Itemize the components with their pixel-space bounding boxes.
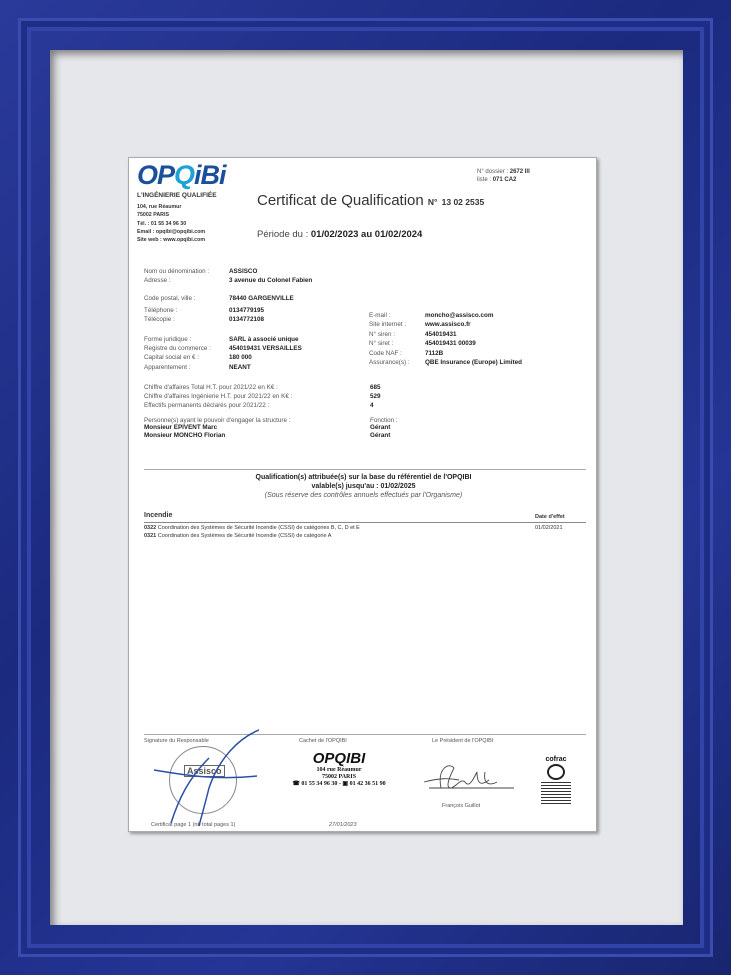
field-value: moncho@assisco.com [425,312,494,319]
field-label: Code NAF : [369,350,402,357]
period: Période du : 01/02/2023 au 01/02/2024 [257,229,423,240]
date-header: Date d'effet [535,514,565,520]
field-value: SARL à associé unique [229,336,299,343]
cofrac-logo: cofrac [541,756,571,806]
field-value: 454019431 VERSAILLES [229,345,302,352]
field-value: ASSISCO [229,268,258,275]
field-label: E-mail : [369,312,391,319]
field-value: 529 [370,393,381,400]
field-value: 0134779195 [229,307,265,314]
opqibi-address: 104, rue Réaumur 75002 PARIS Tél. : 01 55 34 96 30 Email : opqibi@opqibi.com Site web : www.opqibi.com [137,204,206,244]
cachet-label: Cachet de l'OPQIBI [299,738,347,744]
field-label: Chiffre d'affaires Ingénierie H.T. pour 2021/22 en K€ : [144,393,293,400]
field-label: Chiffre d'affaires Total H.T. pour 2021/22 en K€ : [144,384,278,391]
field-value: 7112B [425,350,444,357]
field-value: 4 [370,402,374,409]
field-label: Forme juridique : [144,336,192,343]
field-label: N° siret : [369,340,394,347]
company-stamp: Assisco [169,746,237,814]
field-value: 78440 GARGENVILLE [229,295,294,302]
persons-label: Personne(s) ayant le pouvoir d'engager la structure : [144,417,291,424]
qualification-heading: Qualification(s) attribuée(s) sur la base du référentiel de l'OPQIBI valable(s) jusqu'au : 01/02/2025 (Sous réserve des contrôles annuels effectués par l'Organisme) [255,474,472,499]
field-value: 685 [370,384,381,391]
divider [144,469,586,470]
logo-tagline: L'INGÉNIERIE QUALIFIÉE [137,192,217,199]
opqibi-stamp: OPQIBI 104 rue Réaumur 75002 PARIS ☎ 01 55 34 96 30 - ▣ 01 42 36 51 90 [292,750,386,787]
field-value: 454019431 00039 [425,340,476,347]
page-info: Certificat page 1 (nb total pages 1) [151,822,236,828]
field-value: NEANT [229,364,251,371]
section-title: Incendie [144,512,173,519]
field-value: 454019431 [425,331,457,338]
field-label: Adresse : [144,277,171,284]
field-value: 180 000 [229,354,252,361]
signature-responsable [149,728,259,828]
certificate-document [128,157,597,832]
dossier-info: N° dossier : 2672 III liste : 071 CA2 [477,169,530,183]
president-name: François Guillot [442,803,481,809]
president-signature [419,758,519,798]
qualification-date: 01/02/2021 [535,525,563,531]
field-label: Téléphone : [144,307,178,314]
president-label: Le Président de l'OPQIBI [432,738,494,744]
field-label: Site internet : [369,321,407,328]
person-name: Monsieur MONCHO Florian [144,432,226,439]
qualification-row: 0321 Coordination des Systèmes de Sécurité Incendie (CSSI) de catégorie A [144,533,332,539]
field-value: QBE Insurance (Europe) Limited [425,359,522,366]
fonction-label: Fonction : [370,417,398,424]
field-label: Registre du commerce : [144,345,211,352]
qualification-row: 0322 Coordination des Systèmes de Sécurité Incendie (CSSI) de catégories B, C, D et E [144,525,360,531]
person-fonction: Gérant [370,432,391,439]
divider [144,522,586,523]
field-label: N° siren : [369,331,395,338]
field-value: 0134772108 [229,316,265,323]
issue-date: 27/01/2023 [329,822,357,828]
field-label: Code postal, ville : [144,295,196,302]
field-label: Apparentement : [144,364,191,371]
field-label: Effectifs permanents déclarés pour 2021/22 : [144,402,270,409]
field-label: Assurance(s) : [369,359,410,366]
field-label: Nom ou dénomination : [144,268,210,275]
field-value: 3 avenue du Colonel Fabien [229,277,313,284]
opqibi-logo: OPQiBi [137,160,226,190]
field-value: www.assisco.fr [425,321,471,328]
field-label: Capital social en € : [144,354,199,361]
certificate-title: Certificat de Qualification N° 13 02 2535 [257,192,485,209]
field-label: Télécopie : [144,316,175,323]
person-name: Monsieur EPIVENT Marc [144,424,218,431]
signature-label: Signature du Responsable [144,738,209,744]
person-fonction: Gérant [370,424,391,431]
